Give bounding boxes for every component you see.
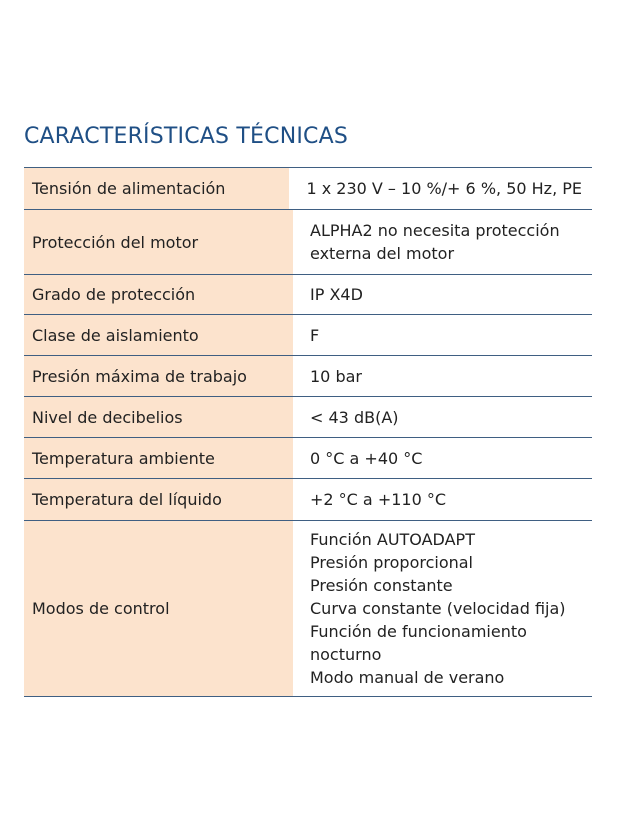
spec-row-control-modes	[24, 521, 592, 697]
spec-value-line: ALPHA2 no necesita protección	[310, 221, 560, 240]
spec-value-line: IP X4D	[310, 285, 363, 304]
spec-value-line: Modo manual de verano	[310, 668, 505, 687]
spec-row-liquid-temperature	[24, 479, 592, 521]
spec-label: Clase de aislamiento	[24, 315, 293, 355]
spec-value-line: +2 °C a +110 °C	[310, 490, 447, 509]
spec-label: Temperatura del líquido	[24, 479, 293, 520]
spec-value-line: Curva constante (velocidad fija)	[310, 599, 566, 618]
spec-value	[293, 479, 592, 520]
spec-row-insulation-class	[24, 315, 592, 356]
specs-table	[24, 167, 592, 697]
spec-value-line: Función AUTOADAPT	[310, 530, 475, 549]
spec-value-line: F	[310, 325, 320, 345]
spec-row-protection-grade	[24, 275, 592, 315]
spec-value	[289, 168, 592, 209]
spec-value-line: 10 bar	[310, 366, 362, 386]
spec-label: Modos de control	[24, 521, 293, 696]
spec-value-line: 1 x 230 V – 10 %/+ 6 %, 50 Hz, PE	[306, 179, 582, 198]
spec-row-supply-voltage	[24, 168, 592, 210]
spec-label: Presión máxima de trabajo	[24, 356, 293, 396]
spec-value	[293, 210, 592, 274]
spec-value	[293, 356, 592, 396]
spec-value	[293, 521, 592, 696]
spec-label: Protección del motor	[24, 210, 293, 274]
spec-label: Tensión de alimentación	[24, 168, 289, 209]
spec-row-ambient-temperature	[24, 438, 592, 479]
spec-label: Temperatura ambiente	[24, 438, 293, 478]
spec-value	[293, 315, 592, 355]
spec-row-motor-protection	[24, 210, 592, 275]
spec-value-line: Presión proporcional	[310, 553, 473, 572]
spec-value-line: externa del motor	[310, 244, 455, 263]
spec-value-line: 0 °C a +40 °C	[310, 448, 423, 468]
spec-value	[293, 275, 592, 314]
spec-value-line: Presión constante	[310, 576, 453, 595]
spec-value	[293, 397, 592, 437]
spec-value-line: nocturno	[310, 645, 382, 664]
spec-row-noise-level	[24, 397, 592, 438]
spec-value-line: Función de funcionamiento	[310, 622, 527, 641]
section-title: CARACTERÍSTICAS TÉCNICAS	[24, 124, 349, 149]
spec-value	[293, 438, 592, 478]
spec-label: Grado de protección	[24, 275, 293, 314]
spec-label: Nivel de decibelios	[24, 397, 293, 437]
spec-row-max-pressure	[24, 356, 592, 397]
spec-value-line: < 43 dB(A)	[310, 407, 399, 427]
